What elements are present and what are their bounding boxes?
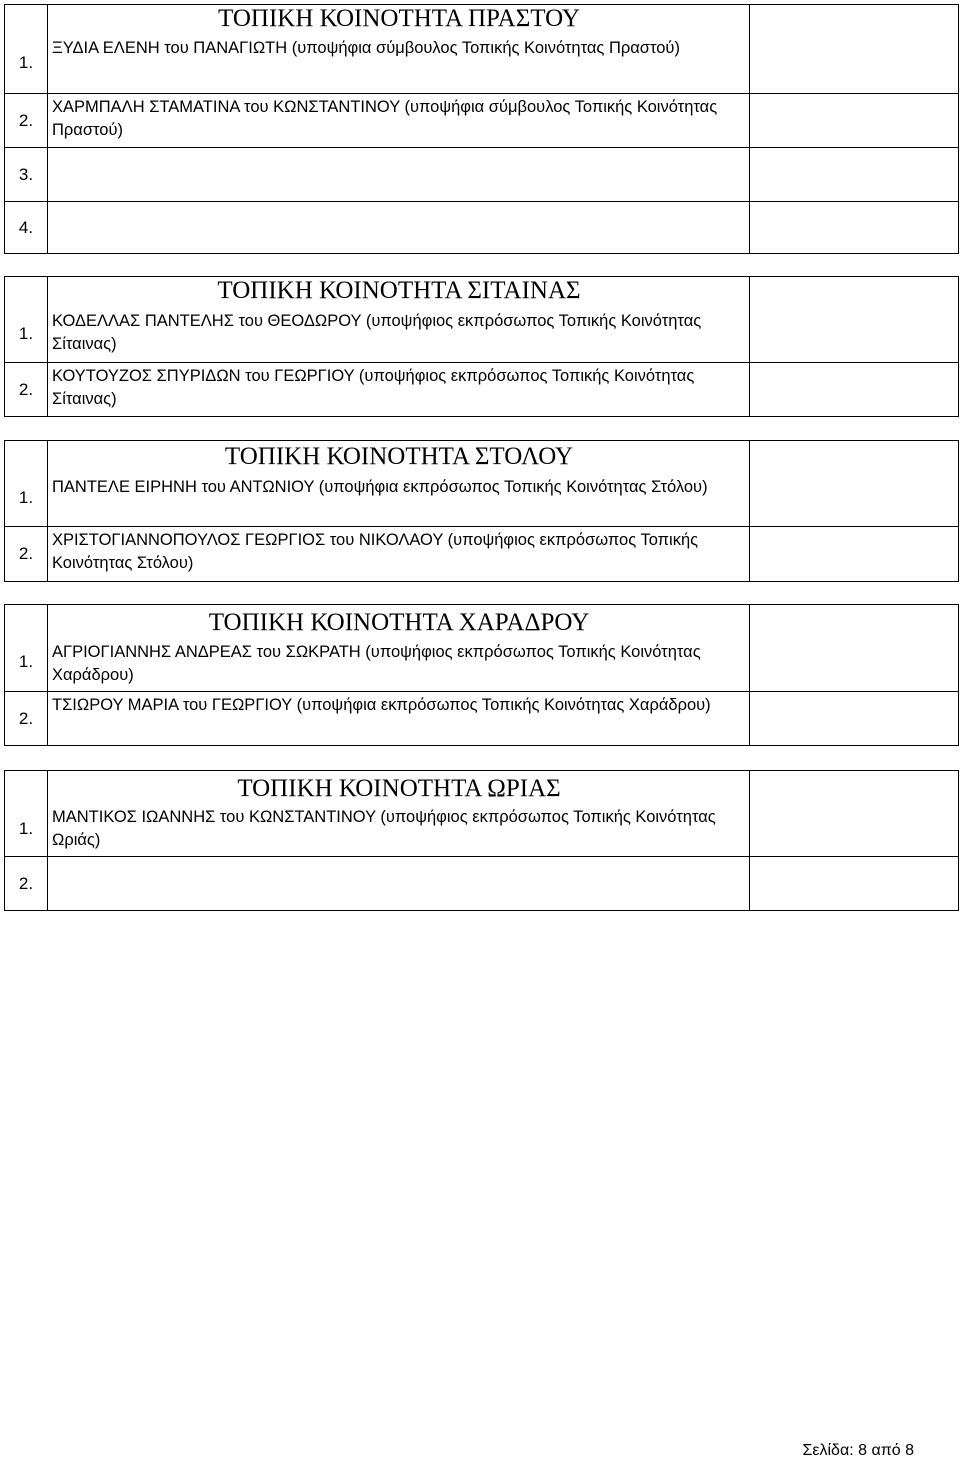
row-number: 1. — [5, 605, 48, 691]
empty-cell — [750, 148, 958, 201]
section-sitainas — [4, 276, 959, 417]
row-number: 2. — [5, 94, 48, 147]
of-label: από — [871, 1442, 901, 1459]
candidate-text — [48, 202, 750, 253]
row-number: 2. — [5, 527, 48, 581]
candidate-row — [5, 692, 958, 746]
empty-cell — [750, 527, 958, 581]
candidate-row — [5, 441, 958, 527]
page-total: 8 — [905, 1442, 914, 1459]
row-number: 1. — [5, 277, 48, 362]
section-prastou — [4, 4, 959, 254]
row-number: 2. — [5, 692, 48, 745]
candidate-row — [5, 771, 958, 857]
empty-cell — [750, 692, 958, 745]
section-charadrou — [4, 604, 959, 746]
section-stolou — [4, 440, 959, 582]
candidate-row — [5, 5, 958, 94]
empty-cell — [750, 277, 958, 362]
candidate-row — [5, 94, 958, 148]
page-footer — [802, 1442, 914, 1460]
section-heading: ΤΟΠΙΚΗ ΚΟΙΝΟΤΗΤΑ ΩΡΙΑΣ — [237, 775, 561, 802]
empty-cell — [750, 202, 958, 253]
candidate-row — [5, 605, 958, 692]
candidate-text — [48, 857, 750, 910]
candidate-text: ΚΟΥΤΟΥΖΟΣ ΣΠΥΡΙΔΩΝ του ΓΕΩΡΓΙΟΥ (υποψήφιος εκπρόσωπος Τοπικής Κοινότητας Σίταινας) — [48, 363, 750, 416]
candidate-row — [5, 202, 958, 254]
section-heading: ΤΟΠΙΚΗ ΚΟΙΝΟΤΗΤΑ ΣΙΤΑΙΝΑΣ — [217, 277, 581, 304]
section-heading: ΤΟΠΙΚΗ ΚΟΙΝΟΤΗΤΑ ΣΤΟΛΟΥ — [224, 443, 574, 470]
candidate-text — [48, 148, 750, 201]
candidate-text: ΑΓΡΙΟΓΙΑΝΝΗΣ ΑΝΔΡΕΑΣ του ΣΩΚΡΑΤΗ (υποψήφιος εκπρόσωπος Τοπικής Κοινότητας Χαράδρου) — [48, 605, 750, 691]
row-number: 3. — [5, 148, 48, 201]
empty-cell — [750, 857, 958, 910]
section-heading: ΤΟΠΙΚΗ ΚΟΙΝΟΤΗΤΑ ΠΡΑΣΤΟΥ — [218, 5, 580, 32]
empty-cell — [750, 441, 958, 526]
candidate-row — [5, 277, 958, 363]
empty-cell — [750, 771, 958, 856]
empty-cell — [750, 5, 958, 93]
empty-cell — [750, 94, 958, 147]
empty-cell — [750, 363, 958, 416]
page-number: 8 — [858, 1442, 867, 1459]
empty-cell — [750, 605, 958, 691]
row-number: 4. — [5, 202, 48, 253]
row-number: 1. — [5, 441, 48, 526]
row-number: 2. — [5, 857, 48, 910]
candidate-row — [5, 363, 958, 417]
candidate-text: ΠΑΝΤΕΛΕ ΕΙΡΗΝΗ του ΑΝΤΩΝΙΟΥ (υποψήφια εκπρόσωπος Τοπικής Κοινότητας Στόλου) — [48, 441, 750, 526]
candidate-text: ΜΑΝΤΙΚΟΣ ΙΩΑΝΝΗΣ του ΚΩΝΣΤΑΝΤΙΝΟΥ (υποψήφιος εκπρόσωπος Τοπικής Κοινότητας Ωριάς) — [48, 771, 750, 856]
section-orias — [4, 770, 959, 911]
candidate-text: ΧΡΙΣΤΟΓΙΑΝΝΟΠΟΥΛΟΣ ΓΕΩΡΓΙΟΣ του ΝΙΚΟΛΑΟΥ (υποψήφιος εκπρόσωπος Τοπικής Κοινότητας Στόλου) — [48, 527, 750, 581]
row-number: 2. — [5, 363, 48, 416]
candidate-text: ΚΟΔΕΛΛΑΣ ΠΑΝΤΕΛΗΣ του ΘΕΟΔΩΡΟΥ (υποψήφιος εκπρόσωπος Τοπικής Κοινότητας Σίταινας) — [48, 277, 750, 362]
candidate-row — [5, 527, 958, 582]
candidate-text: ΤΣΙΩΡΟΥ ΜΑΡΙΑ του ΓΕΩΡΓΙΟΥ (υποψήφια εκπρόσωπος Τοπικής Κοινότητας Χαράδρου) — [48, 692, 750, 745]
row-number: 1. — [5, 771, 48, 856]
candidate-text: ΞΥΔΙΑ ΕΛΕΝΗ του ΠΑΝΑΓΙΩΤΗ (υποψήφια σύμβουλος Τοπικής Κοινότητας Πραστού) — [48, 5, 750, 93]
page-label: Σελίδα: — [802, 1442, 854, 1459]
candidate-text: ΧΑΡΜΠΑΛΗ ΣΤΑΜΑΤΙΝΑ του ΚΩΝΣΤΑΝΤΙΝΟΥ (υποψήφια σύμβουλος Τοπικής Κοινότητας Πραστού) — [48, 94, 750, 147]
candidate-row — [5, 148, 958, 202]
section-heading: ΤΟΠΙΚΗ ΚΟΙΝΟΤΗΤΑ ΧΑΡΑΔΡΟΥ — [208, 609, 590, 636]
candidate-row — [5, 857, 958, 911]
row-number: 1. — [5, 5, 48, 93]
